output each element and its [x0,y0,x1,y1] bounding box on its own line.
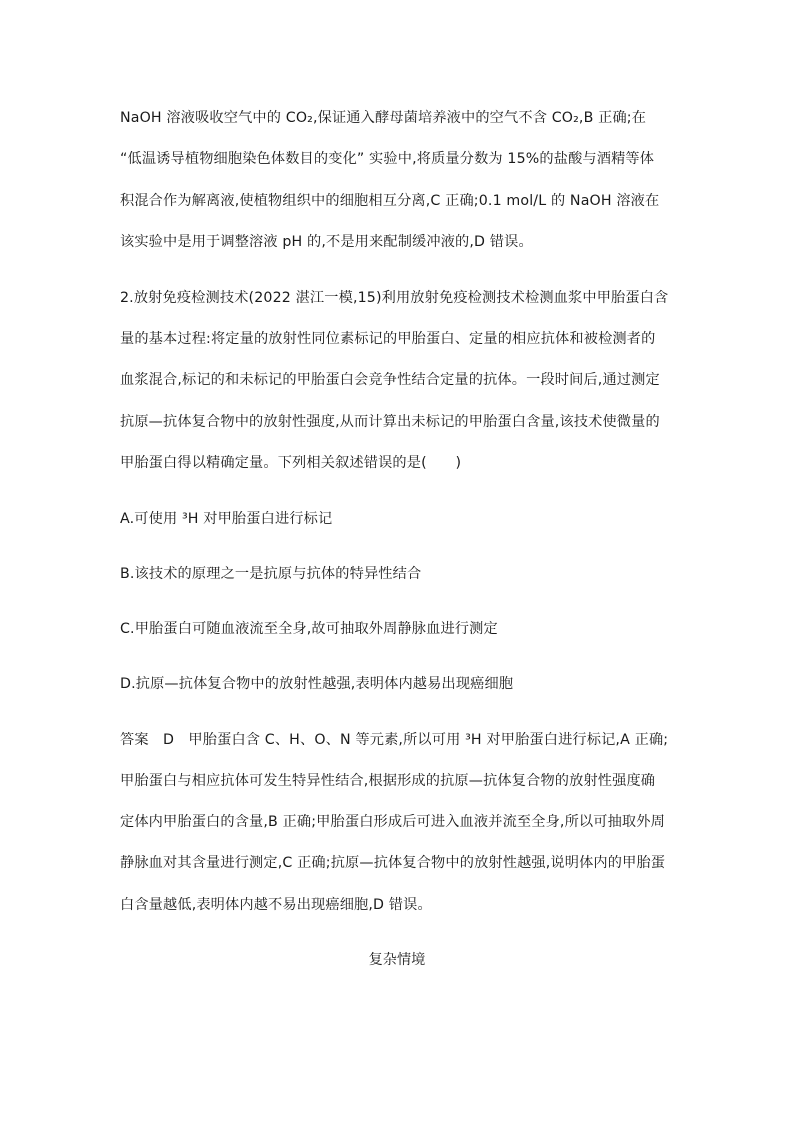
question-stem-line: 抗原—抗体复合物中的放射性强度,从而计算出未标记的甲胎蛋白含量,该技术使微量的 [120,414,660,430]
explanation-line: 该实验中是用于调整溶液 pH 的,不是用来配制缓冲液的,D 错误。 [120,234,533,250]
question-stem-line: 血浆混合,标记的和未标记的甲胎蛋白会竞争性结合定量的抗体。一段时间后,通过测定 [120,372,660,388]
explanation-line: 积混合作为解离液,使植物组织中的细胞相互分离,C 正确;0.1 mol/L 的 NaOH 溶液在 [120,193,660,209]
explanation-line: NaOH 溶液吸收空气中的 CO₂,保证通入酵母菌培养液中的空气不含 CO₂,B 正确;在 [120,110,647,126]
option-d: D.抗原—抗体复合物中的放射性越强,表明体内越易出现癌细胞 [120,676,514,692]
answer-line: 白含量越低,表明体内越不易出现癌细胞,D 错误。 [120,897,432,913]
option-c: C.甲胎蛋白可随血液流至全身,故可抽取外周静脉血进行测定 [120,621,498,637]
answer-line: 答案 D 甲胎蛋白含 C、H、O、N 等元素,所以可用 ³H 对甲胎蛋白进行标记,A 正确; [120,732,669,748]
question-stem-line: 量的基本过程:将定量的放射性同位素标记的甲胎蛋白、定量的相应抗体和被检测者的 [120,331,656,347]
answer-line: 甲胎蛋白与相应抗体可发生特异性结合,根据形成的抗原—抗体复合物的放射性强度确 [120,773,656,789]
option-a: A.可使用 ³H 对甲胎蛋白进行标记 [120,511,333,527]
explanation-line: “低温诱导植物细胞染色体数目的变化” 实验中,将质量分数为 15%的盐酸与酒精等体 [120,151,655,167]
question-stem-line: 2.放射免疫检测技术(2022 湛江一模,15)利用放射免疫检测技术检测血浆中甲胎蛋白含 [120,290,669,306]
answer-line: 静脉血对其含量进行测定,C 正确;抗原—抗体复合物中的放射性越强,说明体内的甲胎蛋 [120,855,666,871]
answer-line: 定体内甲胎蛋白的含量,B 正确;甲胎蛋白形成后可进入血液并流至全身,所以可抽取外周 [120,814,665,830]
section-heading: 复杂情境 [368,952,426,968]
option-b: B.该技术的原理之一是抗原与抗体的特异性结合 [120,566,422,582]
question-stem-line: 甲胎蛋白得以精确定量。下列相关叙述错误的是( ) [120,455,462,471]
